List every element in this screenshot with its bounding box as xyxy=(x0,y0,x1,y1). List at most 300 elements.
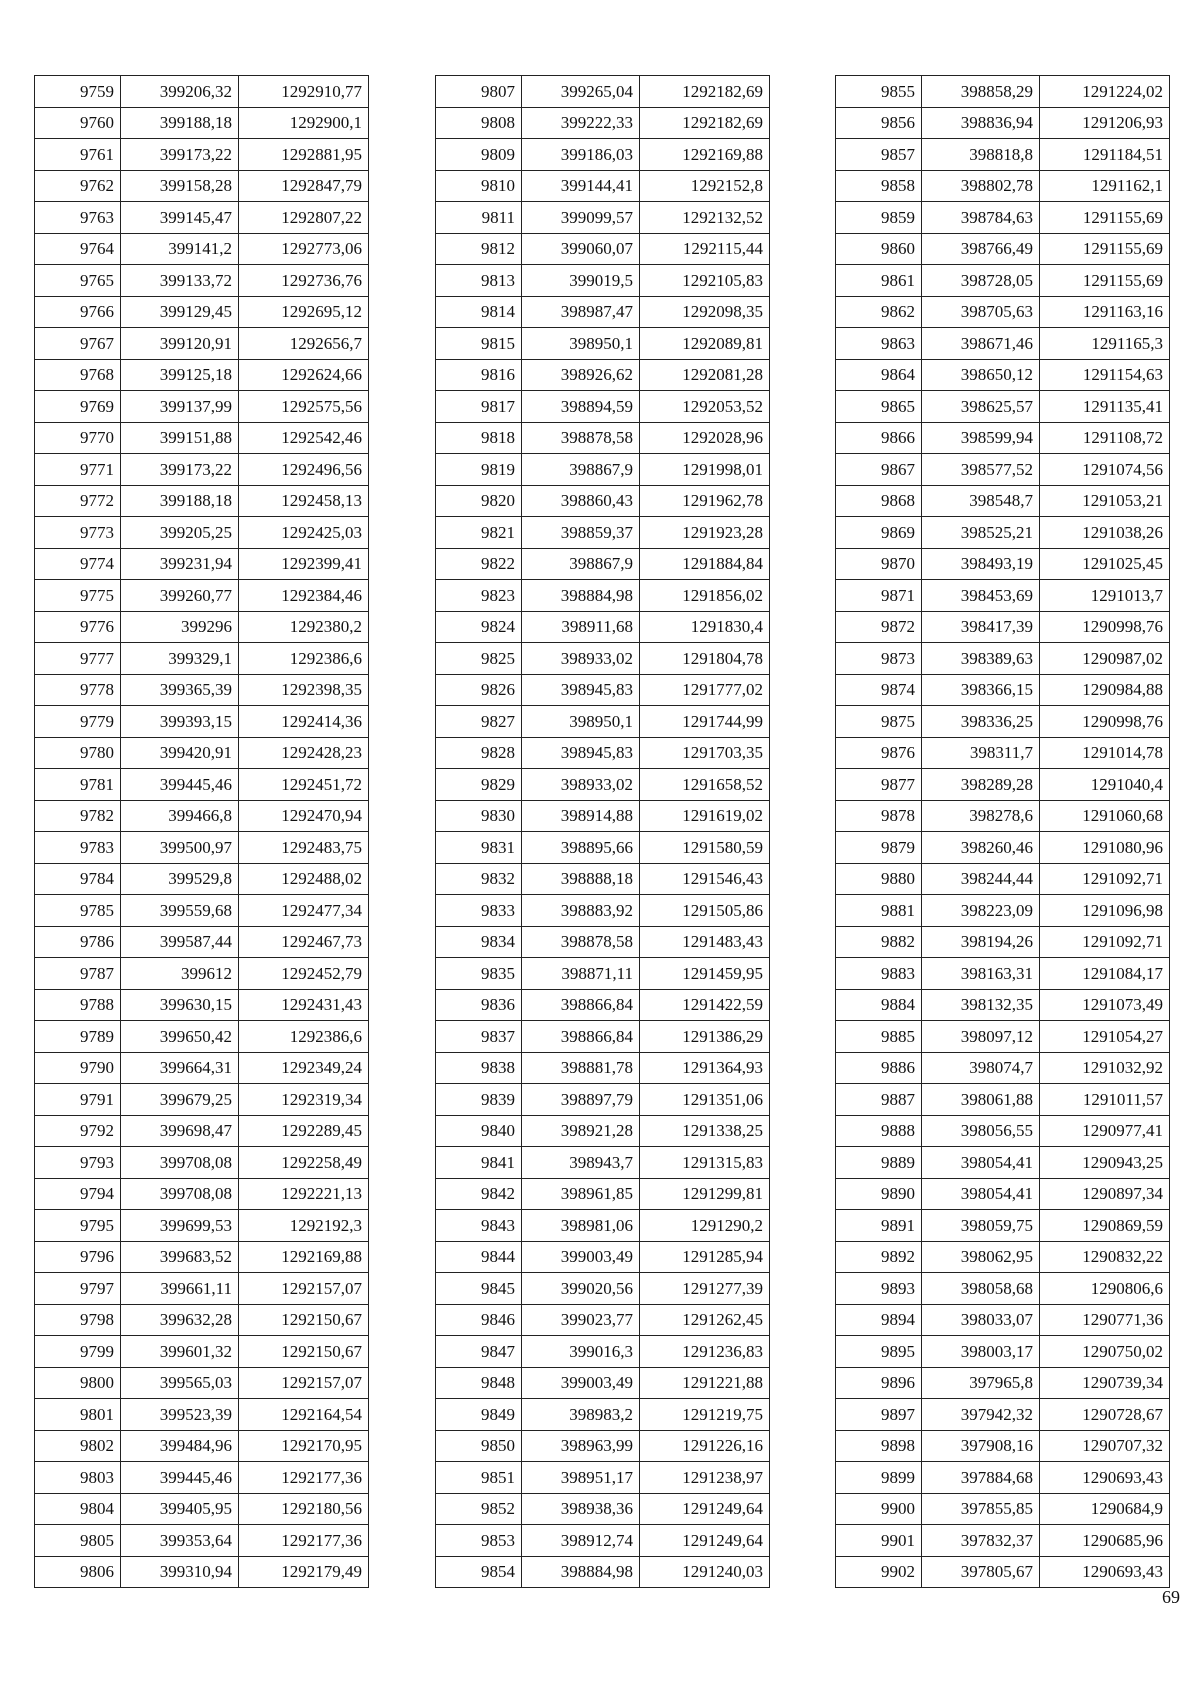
table-row xyxy=(35,643,369,675)
y-coordinate-cell: 1292414,36 xyxy=(239,706,369,738)
table-row xyxy=(436,76,770,108)
point-number-cell: 9879 xyxy=(836,832,922,864)
point-number-cell: 9812 xyxy=(436,233,522,265)
y-coordinate-cell: 1290984,88 xyxy=(1040,674,1170,706)
y-coordinate-cell: 1291032,92 xyxy=(1040,1052,1170,1084)
y-coordinate-cell: 1291154,63 xyxy=(1040,359,1170,391)
table-row xyxy=(836,454,1170,486)
table-row xyxy=(436,1210,770,1242)
point-number-cell: 9788 xyxy=(35,989,121,1021)
point-number-cell: 9789 xyxy=(35,1021,121,1053)
x-coordinate-cell: 398058,68 xyxy=(922,1273,1040,1305)
y-coordinate-cell: 1291163,16 xyxy=(1040,296,1170,328)
table-row xyxy=(836,76,1170,108)
y-coordinate-cell: 1292483,75 xyxy=(239,832,369,864)
y-coordinate-cell: 1291074,56 xyxy=(1040,454,1170,486)
y-coordinate-cell: 1291998,01 xyxy=(640,454,770,486)
table-row xyxy=(35,202,369,234)
y-coordinate-cell: 1291206,93 xyxy=(1040,107,1170,139)
table-row xyxy=(436,706,770,738)
x-coordinate-cell: 398705,63 xyxy=(922,296,1040,328)
point-number-cell: 9853 xyxy=(436,1525,522,1557)
point-number-cell: 9787 xyxy=(35,958,121,990)
table-row xyxy=(836,989,1170,1021)
point-number-cell: 9821 xyxy=(436,517,522,549)
table-row xyxy=(836,800,1170,832)
table-row xyxy=(836,170,1170,202)
point-number-cell: 9779 xyxy=(35,706,121,738)
x-coordinate-cell: 398417,39 xyxy=(922,611,1040,643)
x-coordinate-cell: 397908,16 xyxy=(922,1430,1040,1462)
point-number-cell: 9836 xyxy=(436,989,522,1021)
table-row xyxy=(436,1304,770,1336)
table-row xyxy=(436,517,770,549)
y-coordinate-cell: 1291073,49 xyxy=(1040,989,1170,1021)
table-row xyxy=(35,580,369,612)
y-coordinate-cell: 1291856,02 xyxy=(640,580,770,612)
table-row xyxy=(35,706,369,738)
x-coordinate-cell: 399529,8 xyxy=(121,863,239,895)
table-row xyxy=(436,296,770,328)
x-coordinate-cell: 399186,03 xyxy=(522,139,640,171)
point-number-cell: 9829 xyxy=(436,769,522,801)
table-row xyxy=(836,1210,1170,1242)
table-row xyxy=(836,422,1170,454)
coordinates-table-2 xyxy=(435,75,770,1588)
table-row xyxy=(35,1210,369,1242)
point-number-cell: 9878 xyxy=(836,800,922,832)
y-coordinate-cell: 1291315,83 xyxy=(640,1147,770,1179)
table-row xyxy=(436,170,770,202)
table-row xyxy=(436,1430,770,1462)
point-number-cell: 9793 xyxy=(35,1147,121,1179)
x-coordinate-cell: 398728,05 xyxy=(922,265,1040,297)
table-row xyxy=(436,958,770,990)
x-coordinate-cell: 398493,19 xyxy=(922,548,1040,580)
y-coordinate-cell: 1292164,54 xyxy=(239,1399,369,1431)
y-coordinate-cell: 1291092,71 xyxy=(1040,863,1170,895)
table-row xyxy=(35,989,369,1021)
point-number-cell: 9888 xyxy=(836,1115,922,1147)
table-row xyxy=(836,1525,1170,1557)
x-coordinate-cell: 398866,84 xyxy=(522,989,640,1021)
point-number-cell: 9854 xyxy=(436,1556,522,1588)
point-number-cell: 9820 xyxy=(436,485,522,517)
x-coordinate-cell: 398933,02 xyxy=(522,643,640,675)
table-row xyxy=(35,769,369,801)
point-number-cell: 9852 xyxy=(436,1493,522,1525)
table-row xyxy=(436,328,770,360)
point-number-cell: 9786 xyxy=(35,926,121,958)
y-coordinate-cell: 1291040,4 xyxy=(1040,769,1170,801)
y-coordinate-cell: 1290806,6 xyxy=(1040,1273,1170,1305)
point-number-cell: 9796 xyxy=(35,1241,121,1273)
table-row xyxy=(836,265,1170,297)
y-coordinate-cell: 1292105,83 xyxy=(640,265,770,297)
x-coordinate-cell: 398059,75 xyxy=(922,1210,1040,1242)
point-number-cell: 9898 xyxy=(836,1430,922,1462)
point-number-cell: 9868 xyxy=(836,485,922,517)
y-coordinate-cell: 1292157,07 xyxy=(239,1367,369,1399)
y-coordinate-cell: 1292470,94 xyxy=(239,800,369,832)
table-row xyxy=(836,359,1170,391)
x-coordinate-cell: 399445,46 xyxy=(121,1462,239,1494)
point-number-cell: 9797 xyxy=(35,1273,121,1305)
table-row xyxy=(836,863,1170,895)
y-coordinate-cell: 1292182,69 xyxy=(640,107,770,139)
table-row xyxy=(836,737,1170,769)
x-coordinate-cell: 398003,17 xyxy=(922,1336,1040,1368)
table-row xyxy=(836,1178,1170,1210)
table-row xyxy=(35,1556,369,1588)
table-row xyxy=(836,1430,1170,1462)
x-coordinate-cell: 399405,95 xyxy=(121,1493,239,1525)
table-row xyxy=(836,895,1170,927)
table-row xyxy=(35,1430,369,1462)
table-row xyxy=(836,107,1170,139)
x-coordinate-cell: 398950,1 xyxy=(522,706,640,738)
y-coordinate-cell: 1290693,43 xyxy=(1040,1556,1170,1588)
table-row xyxy=(35,674,369,706)
table-row xyxy=(436,1367,770,1399)
point-number-cell: 9894 xyxy=(836,1304,922,1336)
x-coordinate-cell: 399466,8 xyxy=(121,800,239,832)
x-coordinate-cell: 398933,02 xyxy=(522,769,640,801)
table-row xyxy=(35,485,369,517)
table-row xyxy=(836,1241,1170,1273)
x-coordinate-cell: 398278,6 xyxy=(922,800,1040,832)
y-coordinate-cell: 1291777,02 xyxy=(640,674,770,706)
y-coordinate-cell: 1291162,1 xyxy=(1040,170,1170,202)
point-number-cell: 9768 xyxy=(35,359,121,391)
table-row xyxy=(35,863,369,895)
point-number-cell: 9805 xyxy=(35,1525,121,1557)
table-row xyxy=(35,170,369,202)
table-row xyxy=(35,1493,369,1525)
point-number-cell: 9794 xyxy=(35,1178,121,1210)
y-coordinate-cell: 1291483,43 xyxy=(640,926,770,958)
point-number-cell: 9896 xyxy=(836,1367,922,1399)
point-number-cell: 9778 xyxy=(35,674,121,706)
x-coordinate-cell: 398943,7 xyxy=(522,1147,640,1179)
point-number-cell: 9899 xyxy=(836,1462,922,1494)
x-coordinate-cell: 399120,91 xyxy=(121,328,239,360)
x-coordinate-cell: 398097,12 xyxy=(922,1021,1040,1053)
table-row xyxy=(836,1556,1170,1588)
y-coordinate-cell: 1292053,52 xyxy=(640,391,770,423)
point-number-cell: 9860 xyxy=(836,233,922,265)
table-row xyxy=(35,1336,369,1368)
point-number-cell: 9814 xyxy=(436,296,522,328)
point-number-cell: 9889 xyxy=(836,1147,922,1179)
y-coordinate-cell: 1292180,56 xyxy=(239,1493,369,1525)
point-number-cell: 9791 xyxy=(35,1084,121,1116)
y-coordinate-cell: 1292695,12 xyxy=(239,296,369,328)
point-number-cell: 9866 xyxy=(836,422,922,454)
x-coordinate-cell: 398074,7 xyxy=(922,1052,1040,1084)
y-coordinate-cell: 1292847,79 xyxy=(239,170,369,202)
table-row xyxy=(35,1021,369,1053)
table-row xyxy=(35,737,369,769)
y-coordinate-cell: 1292150,67 xyxy=(239,1336,369,1368)
y-coordinate-cell: 1292152,8 xyxy=(640,170,770,202)
table-row xyxy=(836,643,1170,675)
y-coordinate-cell: 1291364,93 xyxy=(640,1052,770,1084)
x-coordinate-cell: 399158,28 xyxy=(121,170,239,202)
table-row xyxy=(836,139,1170,171)
x-coordinate-cell: 398963,99 xyxy=(522,1430,640,1462)
point-number-cell: 9871 xyxy=(836,580,922,612)
x-coordinate-cell: 398260,46 xyxy=(922,832,1040,864)
y-coordinate-cell: 1292380,2 xyxy=(239,611,369,643)
y-coordinate-cell: 1292089,81 xyxy=(640,328,770,360)
y-coordinate-cell: 1290771,36 xyxy=(1040,1304,1170,1336)
y-coordinate-cell: 1292910,77 xyxy=(239,76,369,108)
table-row xyxy=(836,1147,1170,1179)
y-coordinate-cell: 1291092,71 xyxy=(1040,926,1170,958)
table-row xyxy=(836,1493,1170,1525)
table-row xyxy=(35,1399,369,1431)
point-number-cell: 9798 xyxy=(35,1304,121,1336)
x-coordinate-cell: 399353,64 xyxy=(121,1525,239,1557)
point-number-cell: 9891 xyxy=(836,1210,922,1242)
x-coordinate-cell: 397942,32 xyxy=(922,1399,1040,1431)
table-row xyxy=(35,832,369,864)
table-row xyxy=(436,1241,770,1273)
x-coordinate-cell: 398223,09 xyxy=(922,895,1040,927)
table-row xyxy=(436,580,770,612)
x-coordinate-cell: 399125,18 xyxy=(121,359,239,391)
x-coordinate-cell: 399003,49 xyxy=(522,1367,640,1399)
y-coordinate-cell: 1291054,27 xyxy=(1040,1021,1170,1053)
table-row xyxy=(836,832,1170,864)
table-row xyxy=(436,1462,770,1494)
point-number-cell: 9784 xyxy=(35,863,121,895)
y-coordinate-cell: 1292081,28 xyxy=(640,359,770,391)
table-row xyxy=(35,422,369,454)
point-number-cell: 9870 xyxy=(836,548,922,580)
point-number-cell: 9873 xyxy=(836,643,922,675)
point-number-cell: 9800 xyxy=(35,1367,121,1399)
x-coordinate-cell: 399420,91 xyxy=(121,737,239,769)
point-number-cell: 9776 xyxy=(35,611,121,643)
table-row xyxy=(836,958,1170,990)
y-coordinate-cell: 1291299,81 xyxy=(640,1178,770,1210)
y-coordinate-cell: 1291184,51 xyxy=(1040,139,1170,171)
table-row xyxy=(35,1241,369,1273)
point-number-cell: 9773 xyxy=(35,517,121,549)
table-row xyxy=(436,1084,770,1116)
table-row xyxy=(436,800,770,832)
y-coordinate-cell: 1291546,43 xyxy=(640,863,770,895)
table-row xyxy=(836,1462,1170,1494)
y-coordinate-cell: 1292431,43 xyxy=(239,989,369,1021)
point-number-cell: 9875 xyxy=(836,706,922,738)
point-number-cell: 9772 xyxy=(35,485,121,517)
y-coordinate-cell: 1292575,56 xyxy=(239,391,369,423)
point-number-cell: 9850 xyxy=(436,1430,522,1462)
x-coordinate-cell: 399151,88 xyxy=(121,422,239,454)
x-coordinate-cell: 399129,45 xyxy=(121,296,239,328)
y-coordinate-cell: 1291459,95 xyxy=(640,958,770,990)
table-row xyxy=(35,107,369,139)
y-coordinate-cell: 1291703,35 xyxy=(640,737,770,769)
point-number-cell: 9815 xyxy=(436,328,522,360)
y-coordinate-cell: 1291108,72 xyxy=(1040,422,1170,454)
x-coordinate-cell: 398033,07 xyxy=(922,1304,1040,1336)
x-coordinate-cell: 399188,18 xyxy=(121,107,239,139)
point-number-cell: 9845 xyxy=(436,1273,522,1305)
table-row xyxy=(436,1178,770,1210)
point-number-cell: 9799 xyxy=(35,1336,121,1368)
table-row xyxy=(436,107,770,139)
point-number-cell: 9882 xyxy=(836,926,922,958)
y-coordinate-cell: 1292467,73 xyxy=(239,926,369,958)
x-coordinate-cell: 398132,35 xyxy=(922,989,1040,1021)
point-number-cell: 9877 xyxy=(836,769,922,801)
point-number-cell: 9823 xyxy=(436,580,522,612)
y-coordinate-cell: 1291080,96 xyxy=(1040,832,1170,864)
point-number-cell: 9881 xyxy=(836,895,922,927)
y-coordinate-cell: 1292289,45 xyxy=(239,1115,369,1147)
point-number-cell: 9846 xyxy=(436,1304,522,1336)
table-row xyxy=(35,1462,369,1494)
y-coordinate-cell: 1290832,22 xyxy=(1040,1241,1170,1273)
y-coordinate-cell: 1290977,41 xyxy=(1040,1115,1170,1147)
x-coordinate-cell: 398871,11 xyxy=(522,958,640,990)
x-coordinate-cell: 399445,46 xyxy=(121,769,239,801)
table-row xyxy=(436,737,770,769)
table-row xyxy=(436,1525,770,1557)
table-row xyxy=(836,202,1170,234)
table-row xyxy=(35,958,369,990)
x-coordinate-cell: 398366,15 xyxy=(922,674,1040,706)
y-coordinate-cell: 1291923,28 xyxy=(640,517,770,549)
point-number-cell: 9890 xyxy=(836,1178,922,1210)
y-coordinate-cell: 1292177,36 xyxy=(239,1525,369,1557)
y-coordinate-cell: 1291830,4 xyxy=(640,611,770,643)
point-number-cell: 9769 xyxy=(35,391,121,423)
point-number-cell: 9842 xyxy=(436,1178,522,1210)
y-coordinate-cell: 1291277,39 xyxy=(640,1273,770,1305)
point-number-cell: 9826 xyxy=(436,674,522,706)
y-coordinate-cell: 1291658,52 xyxy=(640,769,770,801)
table-row xyxy=(836,485,1170,517)
x-coordinate-cell: 399365,39 xyxy=(121,674,239,706)
y-coordinate-cell: 1291224,02 xyxy=(1040,76,1170,108)
table-row xyxy=(836,548,1170,580)
x-coordinate-cell: 398194,26 xyxy=(922,926,1040,958)
x-coordinate-cell: 398054,41 xyxy=(922,1178,1040,1210)
x-coordinate-cell: 398860,43 xyxy=(522,485,640,517)
x-coordinate-cell: 399003,49 xyxy=(522,1241,640,1273)
x-coordinate-cell: 398881,78 xyxy=(522,1052,640,1084)
point-number-cell: 9863 xyxy=(836,328,922,360)
x-coordinate-cell: 398878,58 xyxy=(522,422,640,454)
y-coordinate-cell: 1292458,13 xyxy=(239,485,369,517)
point-number-cell: 9806 xyxy=(35,1556,121,1588)
table-row xyxy=(836,1084,1170,1116)
point-number-cell: 9819 xyxy=(436,454,522,486)
point-number-cell: 9859 xyxy=(836,202,922,234)
point-number-cell: 9861 xyxy=(836,265,922,297)
x-coordinate-cell: 398926,62 xyxy=(522,359,640,391)
table-row xyxy=(436,1052,770,1084)
table-row xyxy=(35,611,369,643)
x-coordinate-cell: 398311,7 xyxy=(922,737,1040,769)
point-number-cell: 9835 xyxy=(436,958,522,990)
table-row xyxy=(35,1084,369,1116)
point-number-cell: 9764 xyxy=(35,233,121,265)
x-coordinate-cell: 398525,21 xyxy=(922,517,1040,549)
point-number-cell: 9884 xyxy=(836,989,922,1021)
y-coordinate-cell: 1292150,67 xyxy=(239,1304,369,1336)
point-number-cell: 9780 xyxy=(35,737,121,769)
table-row xyxy=(836,674,1170,706)
x-coordinate-cell: 398883,92 xyxy=(522,895,640,927)
y-coordinate-cell: 1292132,52 xyxy=(640,202,770,234)
y-coordinate-cell: 1292221,13 xyxy=(239,1178,369,1210)
y-coordinate-cell: 1291025,45 xyxy=(1040,548,1170,580)
x-coordinate-cell: 398950,1 xyxy=(522,328,640,360)
y-coordinate-cell: 1291096,98 xyxy=(1040,895,1170,927)
y-coordinate-cell: 1292386,6 xyxy=(239,1021,369,1053)
table-row xyxy=(836,391,1170,423)
y-coordinate-cell: 1291962,78 xyxy=(640,485,770,517)
x-coordinate-cell: 399137,99 xyxy=(121,391,239,423)
point-number-cell: 9902 xyxy=(836,1556,922,1588)
point-number-cell: 9803 xyxy=(35,1462,121,1494)
x-coordinate-cell: 399310,94 xyxy=(121,1556,239,1588)
x-coordinate-cell: 399393,15 xyxy=(121,706,239,738)
point-number-cell: 9897 xyxy=(836,1399,922,1431)
x-coordinate-cell: 397965,8 xyxy=(922,1367,1040,1399)
y-coordinate-cell: 1291386,29 xyxy=(640,1021,770,1053)
x-coordinate-cell: 398897,79 xyxy=(522,1084,640,1116)
point-number-cell: 9771 xyxy=(35,454,121,486)
table-row xyxy=(35,1273,369,1305)
y-coordinate-cell: 1291013,7 xyxy=(1040,580,1170,612)
point-number-cell: 9855 xyxy=(836,76,922,108)
table-row xyxy=(35,1367,369,1399)
point-number-cell: 9766 xyxy=(35,296,121,328)
x-coordinate-cell: 398061,88 xyxy=(922,1084,1040,1116)
y-coordinate-cell: 1290998,76 xyxy=(1040,611,1170,643)
table-row xyxy=(836,1336,1170,1368)
y-coordinate-cell: 1292192,3 xyxy=(239,1210,369,1242)
table-row xyxy=(836,611,1170,643)
x-coordinate-cell: 398163,31 xyxy=(922,958,1040,990)
point-number-cell: 9824 xyxy=(436,611,522,643)
point-number-cell: 9895 xyxy=(836,1336,922,1368)
table-row xyxy=(35,359,369,391)
y-coordinate-cell: 1292384,46 xyxy=(239,580,369,612)
y-coordinate-cell: 1291884,84 xyxy=(640,548,770,580)
y-coordinate-cell: 1290897,34 xyxy=(1040,1178,1170,1210)
y-coordinate-cell: 1291226,16 xyxy=(640,1430,770,1462)
table-row xyxy=(35,1525,369,1557)
y-coordinate-cell: 1290739,34 xyxy=(1040,1367,1170,1399)
x-coordinate-cell: 399260,77 xyxy=(121,580,239,612)
y-coordinate-cell: 1291619,02 xyxy=(640,800,770,832)
x-coordinate-cell: 398895,66 xyxy=(522,832,640,864)
y-coordinate-cell: 1292428,23 xyxy=(239,737,369,769)
point-number-cell: 9880 xyxy=(836,863,922,895)
y-coordinate-cell: 1290707,32 xyxy=(1040,1430,1170,1462)
table-row xyxy=(436,139,770,171)
x-coordinate-cell: 399173,22 xyxy=(121,454,239,486)
y-coordinate-cell: 1290728,67 xyxy=(1040,1399,1170,1431)
